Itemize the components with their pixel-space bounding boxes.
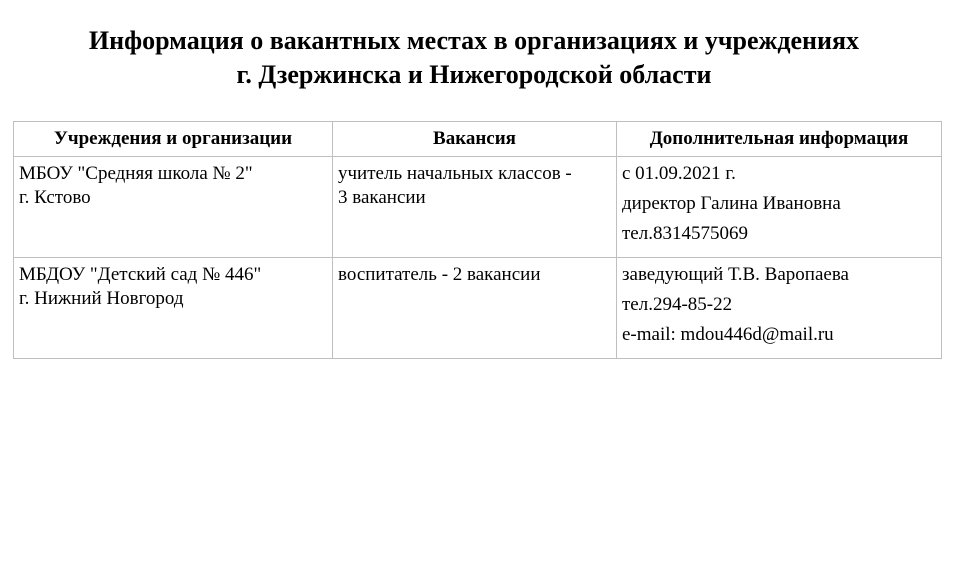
- table-header-row: [14, 122, 942, 157]
- column-header-additional-info: Дополнительная информация: [617, 122, 942, 157]
- column-header-organizations: Учреждения и организации: [14, 122, 333, 157]
- info-phone: тел.8314575069: [622, 223, 748, 244]
- vacancy-table: [13, 121, 942, 359]
- organization-cell: [14, 157, 333, 258]
- info-cell: [617, 258, 942, 359]
- vacancy-text: воспитатель - 2 вакансии: [338, 264, 541, 285]
- info-contact-person: директор Галина Ивановна: [622, 193, 841, 214]
- info-phone: тел.294-85-22: [622, 294, 733, 315]
- organization-cell: [14, 258, 333, 359]
- table-row: [14, 157, 942, 258]
- page-title: [0, 24, 948, 92]
- table-row: [14, 258, 942, 359]
- title-line-1: Информация о вакантных местах в организациях и учреждениях: [88, 26, 860, 55]
- info-contact-person: заведующий Т.В. Варопаева: [622, 264, 849, 285]
- organization-city: г. Кстово: [19, 187, 91, 208]
- vacancy-cell: [333, 258, 617, 359]
- info-cell: [617, 157, 942, 258]
- organization-city: г. Нижний Новгород: [19, 288, 184, 309]
- title-line-2: г. Дзержинска и Нижегородской области: [236, 60, 712, 89]
- organization-name: МБОУ "Средняя школа № 2": [19, 163, 253, 184]
- info-date: с 01.09.2021 г.: [622, 163, 736, 184]
- column-header-vacancy: Вакансия: [333, 122, 617, 157]
- organization-name: МБДОУ "Детский сад № 446": [19, 264, 262, 285]
- vacancy-text: 3 вакансии: [338, 187, 426, 208]
- info-email: e-mail: mdou446d@mail.ru: [622, 324, 834, 345]
- vacancy-cell: [333, 157, 617, 258]
- vacancy-text: учитель начальных классов -: [338, 163, 572, 184]
